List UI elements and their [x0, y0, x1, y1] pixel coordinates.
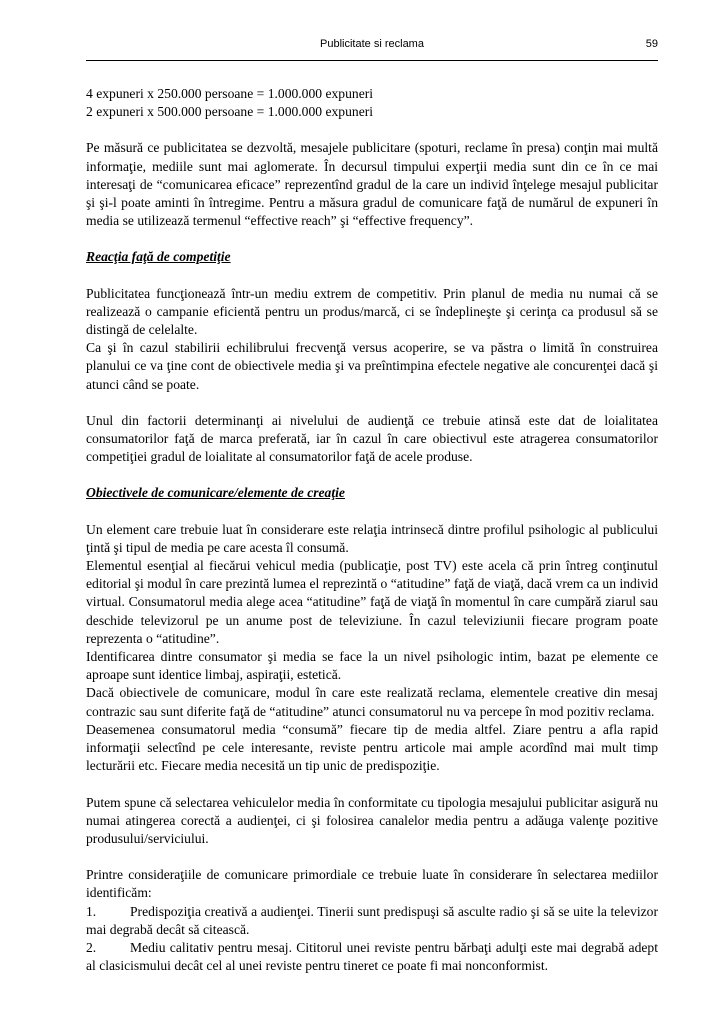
header-rule	[86, 60, 658, 61]
list-item-text: Mediu calitativ pentru mesaj. Cititorul unei reviste pentru bărbaţi adulţi este mai degrabă adept al clasicismului decât cel al unei reviste pentru tineret ce poate fi mai nonconformist.	[86, 939, 658, 974]
page-content	[86, 85, 658, 975]
page-number: 59	[645, 38, 658, 50]
list-item-number: 2.	[86, 939, 97, 955]
list-item-number: 1.	[86, 903, 97, 919]
section-heading: Reacţia faţă de competiţie	[86, 249, 231, 265]
paragraph: Un element care trebuie luat în considerare este relaţia intrinsecă dintre profilul psihologic al publicului ţintă şi tipul de media pe care acesta îl consumă.	[86, 521, 658, 555]
paragraph: Publicitatea funcţionează într-un mediu extrem de competitiv. Prin planul de media nu numai că se realizează o campanie eficientă pentru un produs/marcă, ci se îndeplineşte şi cerinţa ca produsul să se distingă de celelalte.	[86, 285, 658, 338]
section-heading: Obiectivele de comunicare/elemente de creaţie	[86, 485, 345, 501]
list-item-text: Predispoziţia creativă a audienţei. Tinerii sunt predispuşi să asculte radio şi să se uite la televizor mai degrabă decât să citească.	[86, 903, 658, 937]
equation-line: 4 expuneri x 250.000 persoane = 1.000.000 expuneri	[86, 86, 374, 101]
paragraph: Identificarea dintre consumator şi media se face la un nivel psihologic intim, bazat pe elemente ce aproape sunt identice limbaj, aspiraţii, estetică.	[86, 649, 658, 683]
paragraph: Putem spune că selectarea vehiculelor media în conformitate cu tipologia mesajului publicitar asigură nu numai atingerea corectă a audienţei, ci şi folosirea canalelor media pentru a adăuga valenţe pozitive produsului/serviciului.	[86, 794, 658, 846]
running-header	[86, 38, 658, 58]
paragraph: Ca şi în cazul stabilirii echilibrului frecvenţă versus acoperire, se va păstra o limită în construirea planului ce va ţine cont de obiectivele media şi va preîntimpina efectele negative ale concurenţei dacă şi atunci când se poate.	[86, 340, 658, 392]
paragraph: Printre consideraţiile de comunicare primordiale ce trebuie luate în considerare în selectarea mediilor identificăm:	[86, 867, 658, 901]
header-title: Publicitate si reclama	[320, 38, 424, 50]
list-item	[86, 939, 658, 975]
paragraph: Unul din factorii determinanţi ai nivelului de audienţă ce trebuie atinsă este dat de loialitatea consumatorilor faţă de marca preferată, iar în cazul în care obiectivul este atragerea consumatorilor competiţiei gradul de loialitate al consumatorilor faţă de acele produse.	[86, 412, 658, 465]
list-item	[86, 903, 658, 939]
equation-line: 2 expuneri x 500.000 persoane = 1.000.000 expuneri	[86, 104, 374, 120]
paragraph: Elementul esenţial al fiecărui vehicul media (publicaţie, post TV) este acela că prin întreg conţinutul editorial şi modul în care prezintă lumea el reprezintă o “atitudine” faţă de viaţă, dacă vrem ca un individ virtual. Consumatorul media alege acea “atitudine” faţă de viaţă în momentul în care cumpără ziarul sau deschide televizorul pe un anume post de televiziune. În cazul televiziunii fiecare program poate reprezenta o “atitudine”.	[86, 558, 658, 646]
paragraph: Dacă obiectivele de comunicare, modul în care este realizată reclama, elementele creative din mesaj contrazic sau sunt diferite faţă de “atitudine” atunci consumatorul nu va percepe în mod pozitiv reclama.	[86, 685, 658, 719]
paragraph: Pe măsură ce publicitatea se dezvoltă, mesajele publicitare (spoturi, reclame în presa) conţin mai multă informaţie, mediile sunt mai aglomerate. În decursul timpului experţii media sunt din ce în ce mai interesaţi de “comunicarea eficace” reprezentînd gradul de la care un individ înţelege mesajul publicitar şi şi-l poate aminti în întregime. Pentru a măsura gradul de comunicare faţă de numărul de expuneri în media se utilizează termenul “effective reach” şi “effective frequency”.	[86, 140, 658, 229]
paragraph: Deasemenea consumatorul media “consumă” fiecare tip de media altfel. Ziare pentru a afla rapid informaţii selectînd pe cele interesante, reviste pentru articole mai ample acordînd mai mult timp lecturării etc. Fiecare media necesită un tip unic de predispoziţie.	[86, 721, 658, 774]
